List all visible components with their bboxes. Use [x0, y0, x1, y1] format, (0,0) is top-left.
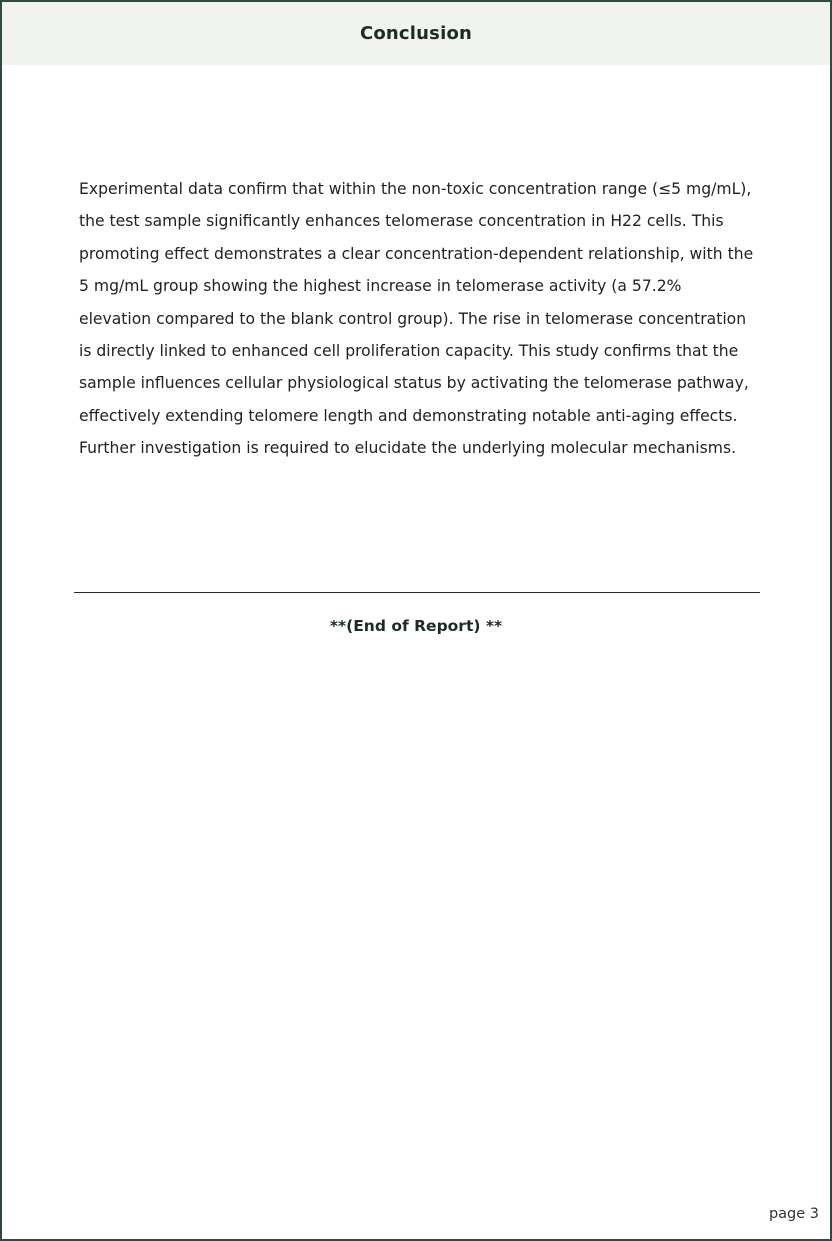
section-header — [2, 2, 830, 65]
page-number: page 3 — [768, 1206, 819, 1222]
section-title: Conclusion — [359, 23, 473, 44]
divider — [74, 592, 760, 593]
conclusion-paragraph: Experimental data confirm that within the non-toxic concentration range (≤5 mg/mL), the test sample significantly enhances telomerase concentration in H22 cells. This promoting effect demonstrates a clear concentration-dependent relationship, with the 5 mg/mL group showing the highest increase in telomerase activity (a 57.2% elevation compared to the blank control group). The rise in telomerase concentration is directly linked to enhanced cell proliferation capacity. This study confirms that the sample influences cellular physiological status by activating the telomerase pathway, effectively extending telomere length and demonstrating notable anti-aging effects. Further investigation is required to elucidate the underlying molecular mechanisms. — [79, 180, 754, 458]
end-of-report-note: **(End of Report) ** — [329, 617, 503, 635]
